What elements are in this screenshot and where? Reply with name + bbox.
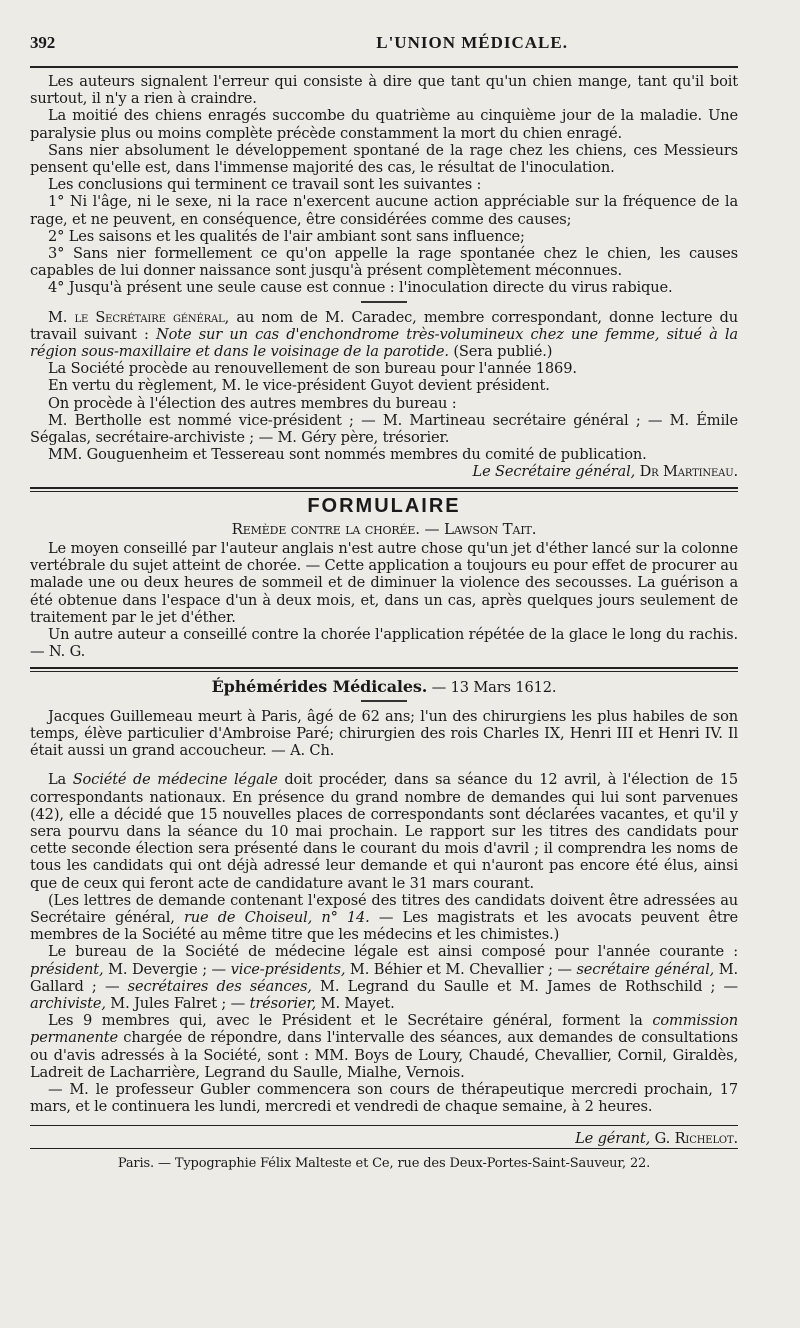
header-rule: [30, 66, 738, 68]
footer-rule: [30, 1148, 738, 1149]
text-span: chargée de répondre, dans l'intervalle des séances, aux demandes de consultations ou d'avis adressés à la Société, sont : MM. Boys de Loury, Chaudé, Chevallier, Cornil, Giraldès, Ladreit de Lacharrière, Legrand du Saulle, Mialhe, Vernois.: [30, 1029, 738, 1081]
section-heading: FORMULAIRE: [307, 494, 461, 517]
conclusion-item: 3° Sans nier formellement ce qu'on appelle la rage spontanée chez le chien, les causes capables de lui donner naissance sont jusqu'à présent complètement méconnues.: [30, 245, 738, 280]
section-divider: [30, 667, 738, 672]
formulaire-section: [30, 494, 738, 661]
report-section: [30, 73, 738, 297]
text-span: — Les magistrats et les avocats peuvent être membres de la Société au même titre que les médecins et les chimistes.): [30, 908, 738, 944]
journal-title: L'UNION MÉDICALE.: [376, 33, 568, 52]
paragraph: [30, 771, 738, 891]
ephemerides-date: — 13 Mars 1612.: [427, 678, 557, 696]
ephemerides-section: [30, 678, 738, 760]
role-label: archiviste,: [30, 994, 106, 1012]
conclusion-item: 1° Ni l'âge, ni le sexe, ni la race n'exercent aucune action appréciable sur la fréquence de la rage, et ne peuvent, en conséquence, être considérées comme des causes;: [30, 193, 738, 228]
manager-name: G. Richelot.: [650, 1130, 738, 1148]
paragraph: Un autre auteur a conseillé contre la chorée l'application répétée de la glace le long du rachis. — N. G.: [30, 626, 738, 661]
short-separator: [361, 700, 407, 702]
paragraph: Jacques Guillemeau meurt à Paris, âgé de 62 ans; l'un des chirurgiens les plus habiles de son temps, élève particulier d'Ambroise Paré; chirurgien des rois Charles IX, Henri III et Henri IV. Il était aussi un grand accoucheur. — A. Ch.: [30, 707, 738, 760]
signature-name: Dr Martineau.: [635, 463, 738, 481]
spacer: [30, 759, 738, 771]
text-span: (Sera publié.): [448, 343, 553, 361]
paragraph: [30, 943, 738, 1012]
printer-imprint: Paris. — Typographie Félix Malteste et Ce, rue des Deux-Portes-Saint-Sauveur, 22.: [117, 1155, 651, 1171]
paragraph: La moitié des chiens enragés succombe du quatrième au cinquième jour de la maladie. Une paralysie plus ou moins complète précède constamment la mort du chien enragé.: [30, 107, 738, 142]
paragraph: [30, 309, 738, 361]
signature-role: Le Secrétaire général,: [472, 463, 636, 481]
signature: [30, 463, 738, 480]
remedy-author: Lawson Tait.: [444, 519, 537, 538]
text-span: Le bureau de la Société de médecine légale est ainsi composé pour l'année courante :: [48, 943, 738, 961]
society-name: Société de médecine légale: [72, 771, 278, 789]
page-header: [30, 34, 738, 60]
paragraph: Les auteurs signalent l'erreur qui consiste à dire que tant qu'un chien mange, tant qu'il boit surtout, il n'y a rien à craindre.: [30, 73, 738, 108]
text-span: M. Devergie ; —: [103, 960, 231, 978]
role-label: trésorier,: [249, 994, 317, 1012]
ephemerides-heading: Éphémérides Médicales.: [211, 676, 428, 696]
paragraph: — M. le professeur Gubler commencera son cours de thérapeutique mercredi prochain, 17 mars, et le continuera les lundi, mercredi et vendredi de chaque semaine, à 2 heures.: [30, 1080, 738, 1116]
page-number: 392: [30, 33, 56, 52]
address: rue de Choiseul, n° 14.: [183, 908, 370, 926]
short-separator: [361, 301, 407, 303]
ephemerides-title: [30, 678, 738, 696]
paragraph: On procède à l'élection des autres membres du bureau :: [48, 394, 457, 412]
role-label: secrétaire général,: [576, 960, 715, 978]
text-span: —: [419, 519, 445, 538]
footer-rule: [30, 1125, 738, 1126]
conclusion-item: 4° Jusqu'à présent une seule cause est connue : l'inoculation directe du virus rabique.: [48, 279, 673, 297]
minutes-section: [30, 309, 738, 481]
text-span: M. Béhier et M. Chevallier ; —: [345, 960, 577, 978]
paragraph: Sans nier absolument le développement spontané de la rage chez les chiens, ces Messieurs pensent qu'elle est, dans l'immense majorité des cas, le résultat de l'inoculation.: [30, 141, 738, 177]
remedy-name: Remède contre la chorée.: [231, 519, 420, 538]
conclusion-item: 2° Les saisons et les qualités de l'air ambiant sont sans influence;: [48, 227, 525, 245]
paragraph: [30, 1012, 738, 1081]
paragraph: Les conclusions qui terminent ce travail sont les suivantes :: [48, 176, 482, 194]
paragraph: M. Bertholle est nommé vice-président ; — M. Martineau secrétaire général ; — M. Émile Ségalas, secrétaire-archiviste ; — M. Géry père, trésorier.: [30, 411, 738, 447]
note-title: Note sur un cas d'enchondrome très-volumineux chez une femme, situé à la région sous-maxillaire et dans le voisinage de la parotide.: [30, 325, 738, 361]
remedy-title: [30, 521, 738, 538]
news-section: [30, 771, 738, 1115]
manager-signature: [30, 1130, 738, 1147]
text-span: M. Legrand du Saulle et M. James de Rothschild ; —: [311, 977, 738, 995]
text-span: M. Gallard ; —: [30, 960, 738, 995]
paragraph: En vertu du règlement, M. le vice-président Guyot devient président.: [48, 377, 550, 395]
text-span: (Les lettres de demande contenant l'exposé des titres des candidats doivent être adressées au Secrétaire général,: [30, 891, 738, 926]
paragraph: Le moyen conseillé par l'auteur anglais n'est autre chose qu'un jet d'éther lancé sur la colonne vertébrale du sujet atteint de chorée. — Cette application a toujours eu pour effet de procurer au malade une ou deux heures de sommeil et de diminuer la violence des secousses. La guérison a été obtenue dans l'espace d'un à deux mois, et, dans un cas, après quelques jours seulement de traitement par le jet d'éther.: [30, 540, 738, 626]
text-span: doit procéder, dans sa séance du 12 avril, à l'élection de 15 correspondants nationaux. En présence du grand nombre de demandes qui lui sont parvenues (42), elle a décidé que 15 nouvelles places de correspondants sont déclarées vacantes, et qu'il y sera pourvu dans la séance du 10 mai prochain. Le rapport sur les titres des candidats pour cette seconde élection sera présenté dans le courant du mois d'avril ; il comprendra les noms de tous les candidats qui ont déjà adressé leur demande et qui n'auront pas encore été élus, ainsi que de ceux qui feront acte de candidature avant le 31 mars courant.: [30, 771, 738, 892]
section-divider: [30, 487, 738, 492]
role-label: vice-présidents,: [230, 960, 346, 978]
role-label: secrétaires des séances,: [127, 977, 312, 995]
text-span: La: [48, 771, 73, 789]
secretary-label: M. le Secrétaire général,: [48, 308, 230, 326]
text-span: au nom de M. Caradec, membre correspondant, donne lecture du travail suivant :: [30, 308, 738, 343]
paragraph: La Société procède au renouvellement de son bureau pour l'année 1869.: [48, 360, 577, 378]
paragraph: [30, 892, 738, 944]
text-span: Les 9 membres qui, avec le Président et le Secrétaire général, forment la: [48, 1012, 653, 1030]
text-span: M. Mayet.: [316, 994, 395, 1012]
commission-name: commission permanente: [30, 1012, 738, 1047]
paragraph: MM. Gouguenheim et Tessereau sont nommés membres du comité de publication.: [48, 446, 647, 464]
role-label: président,: [30, 960, 104, 978]
text-span: M. Jules Falret ; —: [105, 994, 250, 1012]
manager-role: Le gérant,: [575, 1130, 651, 1148]
